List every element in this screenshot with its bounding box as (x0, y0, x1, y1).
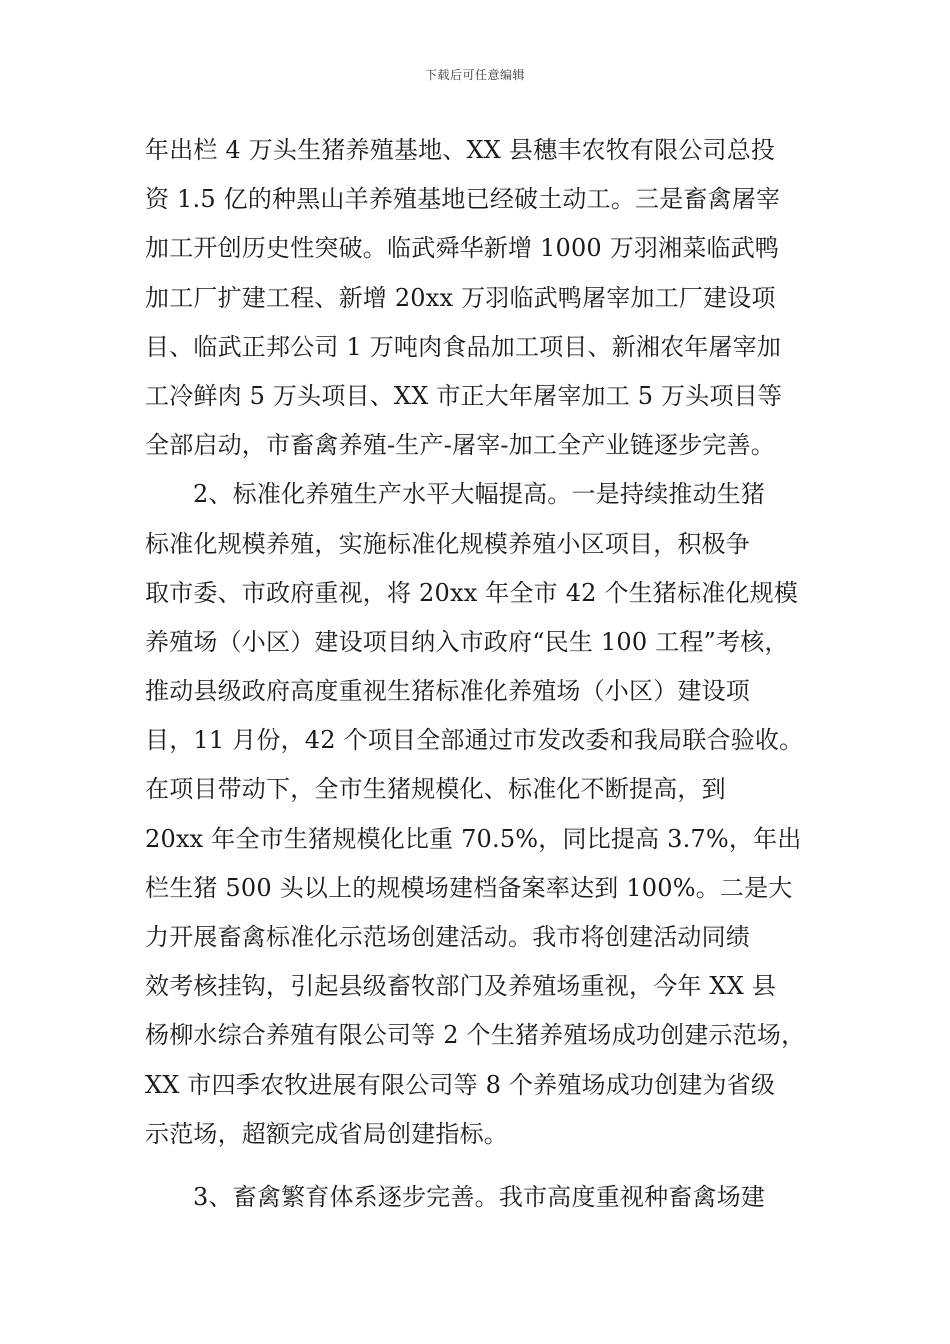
text-line: 工冷鲜肉 5 万头项目、XX 市正大年屠宰加工 5 万头项目等 (145, 381, 783, 410)
text-line: 20xx 年全市生猪规模化比重 70.5%，同比提高 3.7%，年出 (145, 824, 802, 853)
text-line: 目，11 月份，42 个项目全部通过市发改委和我局联合验收。 (145, 726, 804, 755)
text-line: 加工厂扩建工程、新增 20xx 万羽临武鸭屠宰加工厂建设项 (145, 283, 776, 312)
text-line: 养殖场（小区）建设项目纳入市政府“民生 100 工程”考核， (145, 627, 789, 656)
text-line: XX 市四季农牧进展有限公司等 8 个养殖场成功创建为省级 (145, 1070, 776, 1099)
text-line: 杨柳水综合养殖有限公司等 2 个生猪养殖场成功创建示范场， (145, 1021, 806, 1050)
text-line: 示范场，超额完成省局创建指标。 (145, 1119, 508, 1148)
text-line: 加工开创历史性突破。临武舜华新增 1000 万羽湘菜临武鸭 (145, 234, 780, 263)
page-header: 下载后可任意编辑 (424, 68, 525, 82)
text-line: 力开展畜禽标准化示范场创建活动。我市将创建活动同绩 (145, 923, 750, 951)
text-line: 效考核挂钩，引起县级畜牧部门及养殖场重视，今年 XX 县 (145, 972, 777, 1001)
paragraph-gap (145, 1159, 820, 1173)
text-line: 年出栏 4 万头生猪养殖基地、XX 县穗丰农牧有限公司总投 (145, 136, 776, 164)
text-line: 栏生猪 500 头以上的规模场建档备案率达到 100%。二是大 (145, 873, 793, 902)
text-line: 在项目带动下，全市生猪规模化、标准化不断提高，到 (145, 775, 726, 804)
text-line: 目、临武正邦公司 1 万吨肉食品加工项目、新湘农年屠宰加 (145, 332, 782, 361)
text-line: 2、标准化养殖生产水平大幅提高。一是持续推动生猪 (193, 480, 766, 509)
text-line: 3、畜禽繁育体系逐步完善。我市高度重视种畜禽场建 (193, 1182, 766, 1211)
text-line: 标准化规模养殖，实施标准化规模养殖小区项目，积极争 (145, 529, 750, 558)
text-line: 推动县级政府高度重视生猪标准化养殖场（小区）建设项 (145, 677, 750, 706)
text-line: 全部启动，市畜禽养殖-生产-屠宰-加工全产业链逐步完善。 (145, 431, 775, 460)
text-line: 取市委、市政府重视，将 20xx 年全市 42 个生猪标准化规模 (145, 578, 799, 607)
text-line: 资 1.5 亿的种黑山羊养殖基地已经破土动工。三是畜禽屠宰 (145, 185, 781, 214)
document-body (145, 126, 820, 1222)
